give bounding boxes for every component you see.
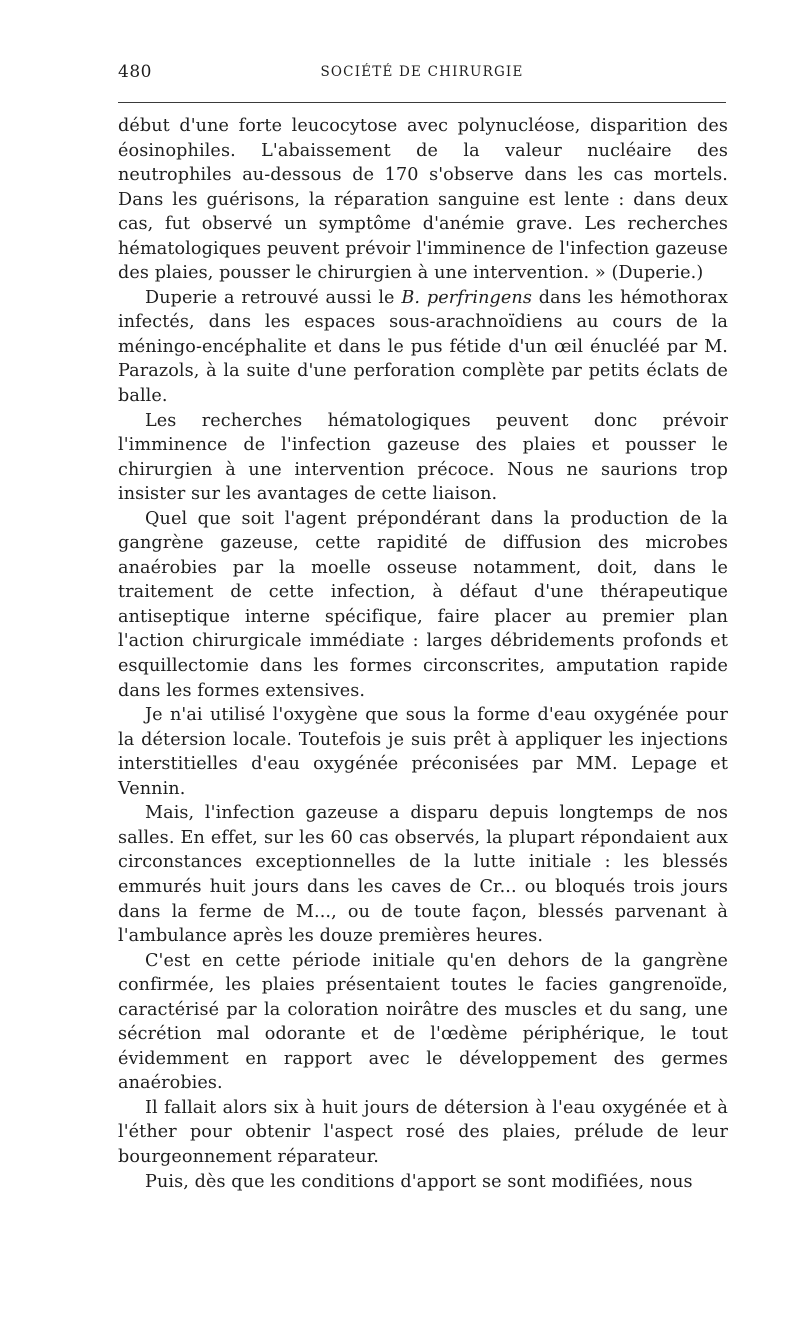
paragraph-detersion: Il fallait alors six à huit jours de détersion à l'eau oxygénée et à l'éther pour obtenir l'aspect rosé des plaies, prélude de leur bourgeonnement réparateur. xyxy=(118,1097,728,1167)
page-header xyxy=(118,62,726,92)
page-number: 480 xyxy=(118,62,152,82)
paragraph-duperie-perfringens xyxy=(118,286,728,409)
paragraph-initial-period: C'est en cette période initiale qu'en dehors de la gangrène confirmée, les plaies présentaient toutes le facies gangrenoïde, caractérisé par la coloration noirâtre des muscles et du sang, une sécrétion mal odorante et de l'œdème périphérique, le tout évidemment en rapport avec le développement des germes anaérobies. xyxy=(118,950,728,1094)
paragraph-hematology: Les recherches hématologiques peuvent donc prévoir l'imminence de l'infection gazeuse des plaies et pousser le chirurgien à une intervention précoce. Nous ne saurions trop insister sur les avantages de cette liaison. xyxy=(118,410,728,505)
paragraph-text: Duperie a retrouvé aussi le xyxy=(145,287,402,308)
paragraph-oxygen: Je n'ai utilisé l'oxygène que sous la forme d'eau oxygénée pour la détersion locale. Toutefois je suis prêt à appliquer les injections interstitielles d'eau oxygénée préconisées par MM. Lepage et Vennin. xyxy=(118,705,728,799)
paragraph-text: dans les hémothorax infectés, dans les espaces sous-arachnoïdiens au cours de la méningo-encéphalite et dans le pus fétide d'un œil énucléé par M. Parazols, à la suite d'une perforation complète par petits éclats de balle. xyxy=(118,287,729,407)
species-name: B. perfringens xyxy=(401,287,532,308)
paragraph-continuation: début d'une forte leucocytose avec polynucléose, disparition des éosinophiles. L'abaissement de la valeur nucléaire des neutrophiles au-dessous de 170 s'observe dans les cas mortels. Dans les guérisons, la réparation sanguine est lente : dans deux cas, fut observé un symptôme d'anémie grave. Les recherches hématologiques peuvent prévoir l'imminence de l'infection gazeuse des plaies, pousser le chirurgien à une intervention. » (Duperie.) xyxy=(118,116,728,284)
paragraph-disappearance: Mais, l'infection gazeuse a disparu depuis longtemps de nos salles. En effet, sur les 60 cas observés, la plupart répondaient aux circonstances exceptionnelles de la lutte initiale : les blessés emmurés huit jours dans les caves de Cr... ou bloqués trois jours dans la ferme de M..., ou de toute façon, blessés parvenant à l'ambulance après les douze premières heures. xyxy=(118,803,728,947)
paragraph-treatment: Quel que soit l'agent prépondérant dans la production de la gangrène gazeuse, cette rapidité de diffusion des microbes anaérobies par la moelle osseuse notamment, doit, dans le traitement de cette infection, à défaut d'une thérapeutique antiseptique interne spécifique, faire placer au premier plan l'action chirurgicale immédiate : larges débridements profonds et esquillectomie dans les formes circonscrites, amputation rapide dans les formes extensives. xyxy=(118,508,728,701)
paragraph-continued: Puis, dès que les conditions d'apport se sont modifiées, nous xyxy=(145,1171,693,1192)
body-text xyxy=(118,114,728,1194)
running-title: SOCIÉTÉ DE CHIRURGIE xyxy=(320,64,524,80)
header-rule xyxy=(118,102,726,103)
